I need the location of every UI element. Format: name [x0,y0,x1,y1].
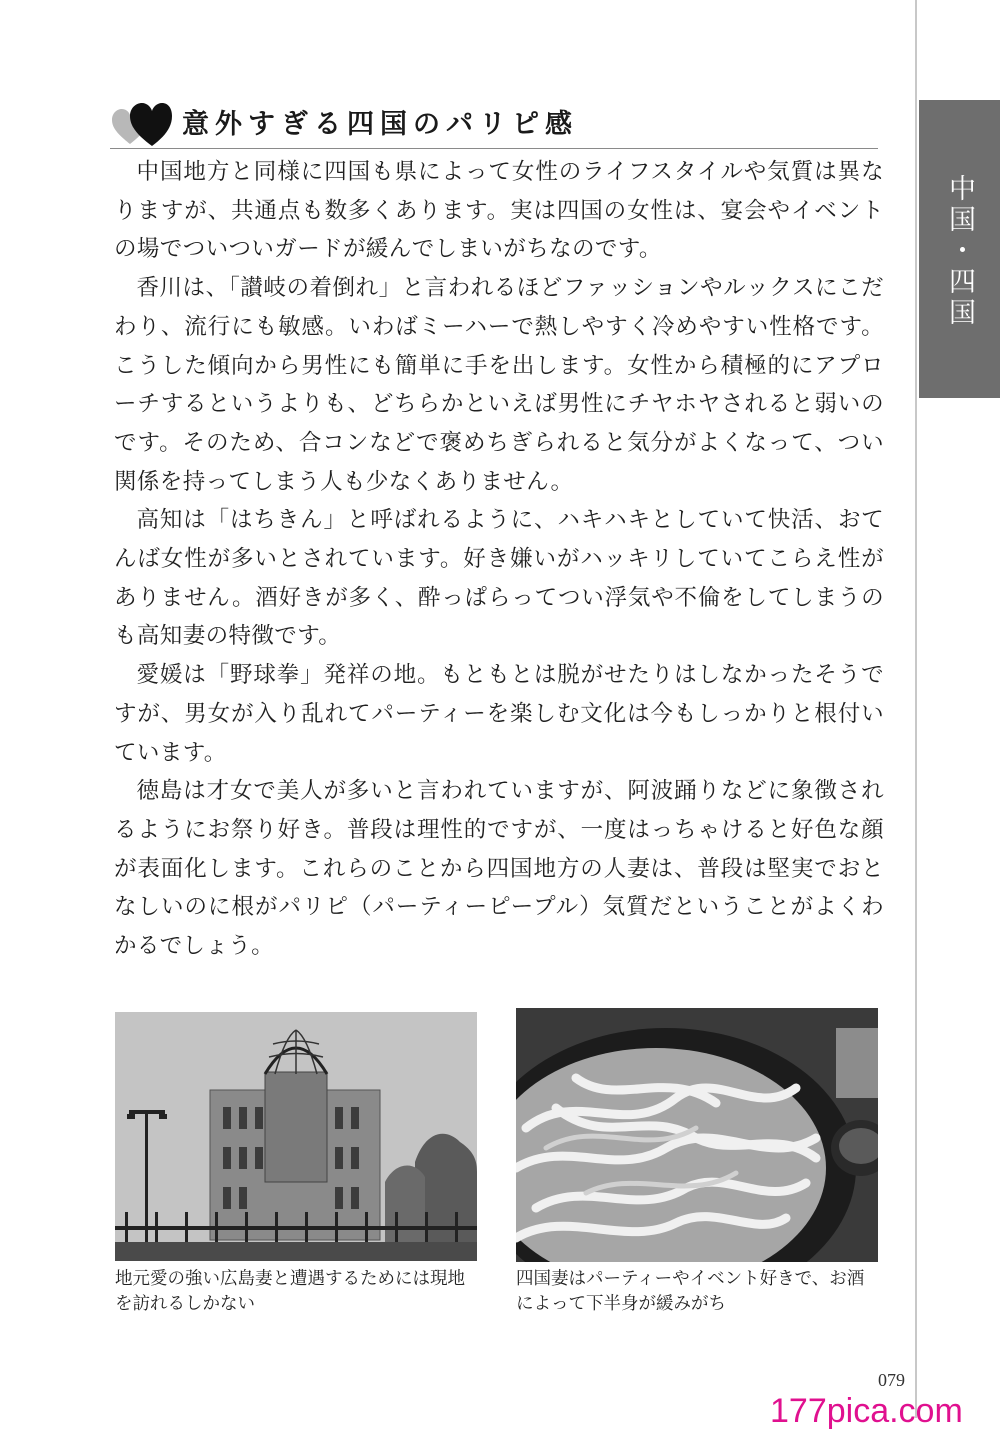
udon-noodles-photo [516,1008,878,1262]
atomic-bomb-dome-photo [115,1012,477,1261]
site-watermark: 177pica.com [770,1392,963,1430]
chapter-side-tab [919,100,1000,398]
hearts-icon [110,100,172,148]
photo-caption-right: 四国妻はパーティーやイベント好きで、お酒によって下半身が緩みがち [516,1269,865,1314]
paragraph-ehime: 愛媛は「野球拳」発祥の地。もともとは脱がせたりはしなかったそうですが、男女が入り乱れてパーティーを楽しむ文化は今もしっかりと根付いています。 [114,662,884,766]
paragraph-tokushima: 徳島は才女で美人が多いと言われていますが、阿波踊りなどに象徴されるようにお祭り好き。普段は理性的ですが、一度はっちゃけると好色な顔が表面化します。これらのことから四国地方の人妻は、普段は堅実でおとなしいのに根がパリピ（パーティーピープル）気質だということがよくわかるでしょう。 [114,778,884,960]
section-heading [110,96,878,149]
page-number: 079 [878,1370,905,1390]
photo-caption-left: 地元愛の強い広島妻と遭遇するためには現地を訪れるしかない [115,1269,465,1314]
section-title: 意外すぎる四国のパリピ感 [182,109,578,140]
dome-illustration [115,1012,477,1261]
margin-rule [915,0,917,1418]
article-body [114,153,884,966]
paragraph-intro: 中国地方と同様に四国も県によって女性のライフスタイルや気質は異なりますが、共通点も数多くあります。実は四国の女性は、宴会やイベントの場でついついガードが緩んでしまいがちなのです。 [114,159,884,263]
udon-illustration [516,1008,878,1262]
chapter-side-tab-label: 中国・四国 [944,174,975,329]
paragraph-kagawa: 香川は、「讃岐の着倒れ」と言われるほどファッションやルックスにこだわり、流行にも敏感。いわばミーハーで熱しやすく冷めやすい性格です。こうした傾向から男性にも簡単に手を出します。女性から積極的にアプローチするというよりも、どちらかといえば男性にチヤホヤされると弱いのです。そのため、合コンなどで褒めちぎられると気分がよくなって、つい関係を持ってしまう人も少なくありません。 [114,275,884,495]
paragraph-kochi: 高知は「はちきん」と呼ばれるように、ハキハキとしていて快活、おてんば女性が多いとされています。好き嫌いがハッキリしていてこらえ性がありません。酒好きが多く、酔っぱらってつい浮気や不倫をしてしまうのも高知妻の特徴です。 [114,507,884,650]
